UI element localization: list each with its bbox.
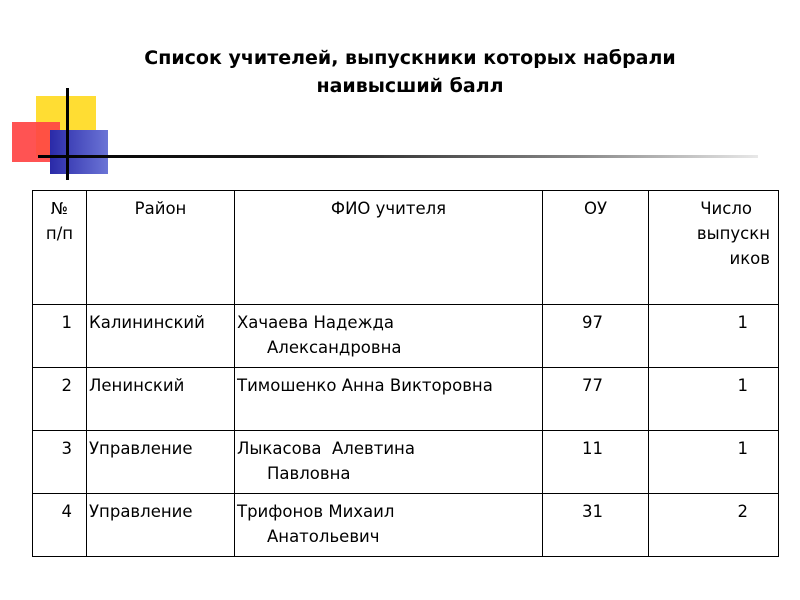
cell-school: 31 [543, 494, 649, 557]
teacher-name-line-1: Хачаева Надежда [237, 313, 394, 332]
teacher-name-line-2: Александровна [267, 338, 402, 357]
title-line-1: Список учителей, выпускники которых набрали [144, 47, 676, 69]
header-num-line-2: п/п [45, 224, 74, 243]
cell-school: 77 [543, 368, 649, 431]
cell-teacher [235, 368, 543, 431]
header-district: Район [87, 191, 235, 305]
cell-num: 4 [33, 494, 87, 557]
cell-teacher [235, 431, 543, 494]
cell-teacher [235, 305, 543, 368]
table-row [33, 494, 779, 557]
cell-num: 3 [33, 431, 87, 494]
header-num-line-1: № [50, 199, 69, 218]
header-count-line-2: выпускн [696, 224, 770, 243]
teachers-table [32, 190, 779, 557]
cell-district: Ленинский [87, 368, 235, 431]
teacher-name-line-2: Павловна [267, 464, 351, 483]
vertical-rule [66, 88, 69, 180]
table-row [33, 368, 779, 431]
teacher-name-line-1: Трифонов Михаил [237, 502, 395, 521]
cell-school: 97 [543, 305, 649, 368]
header-teacher: ФИО учителя [235, 191, 543, 305]
header-count [649, 191, 779, 305]
table-row [33, 305, 779, 368]
cell-count: 1 [649, 431, 779, 494]
teacher-name-line-1: Тимошенко Анна Викторовна [237, 376, 493, 395]
cell-num: 1 [33, 305, 87, 368]
header-count-line-3: иков [729, 249, 770, 268]
cell-district: Управление [87, 494, 235, 557]
blue-square-shape [50, 130, 108, 174]
title-line-2: наивысший балл [316, 75, 504, 97]
table-header-row [33, 191, 779, 305]
teacher-name-line-1: Лыкасова Алевтина [237, 439, 415, 458]
header-school: ОУ [543, 191, 649, 305]
header-count-line-1: Число [700, 199, 752, 218]
page-title [70, 44, 750, 100]
cell-count: 1 [649, 368, 779, 431]
header-num [33, 191, 87, 305]
cell-count: 1 [649, 305, 779, 368]
cell-teacher [235, 494, 543, 557]
cell-district: Калининский [87, 305, 235, 368]
cell-school: 11 [543, 431, 649, 494]
teacher-name-line-2: Анатольевич [267, 527, 380, 546]
cell-count: 2 [649, 494, 779, 557]
cell-num: 2 [33, 368, 87, 431]
horizontal-rule [38, 155, 758, 158]
table-row [33, 431, 779, 494]
cell-district: Управление [87, 431, 235, 494]
